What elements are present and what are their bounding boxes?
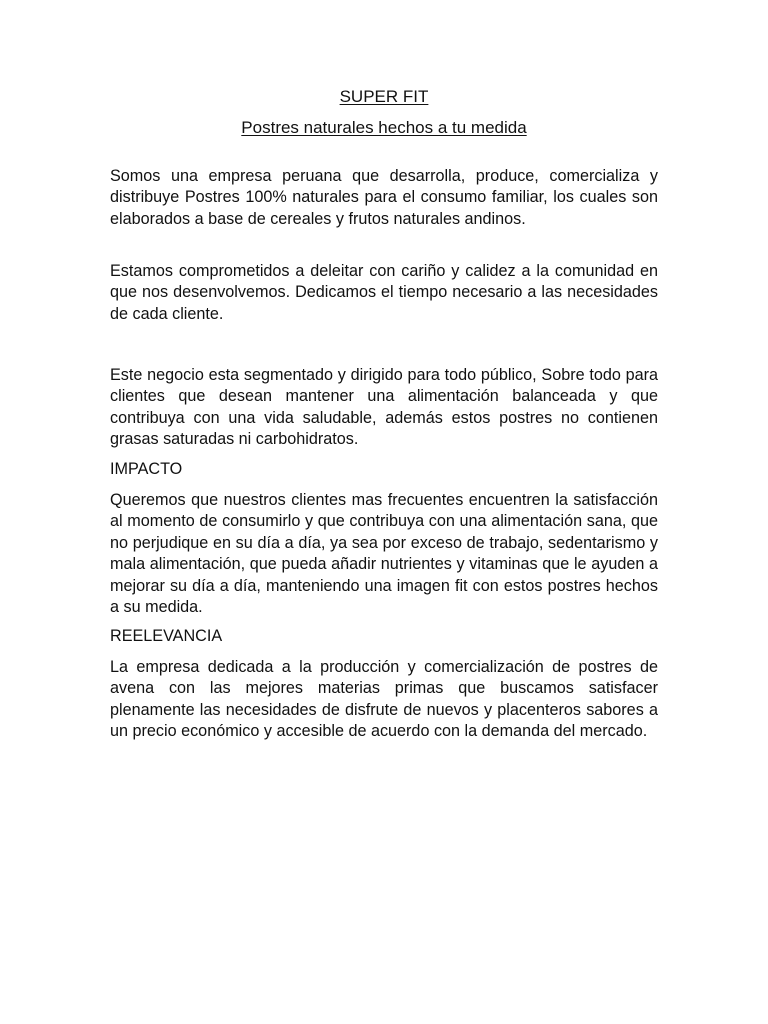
- intro-paragraph: Somos una empresa peruana que desarrolla, produce, comercializa y distribuye Postres 100% naturales para el consumo familiar, los cuales son elaborados a base de cereales y frutos naturales andinos.: [110, 167, 658, 228]
- document-title: SUPER FIT: [339, 87, 429, 106]
- section-body-impacto: Queremos que nuestros clientes mas frecuentes encuentren la satisfacción al momento de consumirlo y que contribuya con una alimentación sana, que no perjudique en su día a día, ya sea por exceso de trabajo, sedentarismo y mala alimentación, que pueda añadir nutrientes y vitaminas que le ayuden a mejorar su día a día, manteniendo una imagen fit con estos postres hechos a su medida.: [110, 491, 658, 617]
- section-heading-impacto: IMPACTO: [110, 460, 183, 478]
- section-heading-relevancia: REELEVANCIA: [110, 627, 223, 645]
- commitment-paragraph: Estamos comprometidos a deleitar con cariño y calidez a la comunidad en que nos desenvolvemos. Dedicamos el tiempo necesario a las necesidades de cada cliente.: [110, 262, 658, 323]
- document-subtitle: Postres naturales hechos a tu medida: [241, 118, 527, 137]
- audience-paragraph: Este negocio esta segmentado y dirigido para todo público, Sobre todo para clientes que desean mantener una alimentación balanceada y que contribuya con una vida saludable, además estos postres no contienen grasas saturadas ni carbohidratos.: [110, 366, 658, 449]
- section-body-relevancia: La empresa dedicada a la producción y comercialización de postres de avena con las mejores materias primas que buscamos satisfacer plenamente las necesidades de disfrute de nuevos y placenteros sabores a un precio económico y accesible de acuerdo con la demanda del mercado.: [110, 658, 658, 741]
